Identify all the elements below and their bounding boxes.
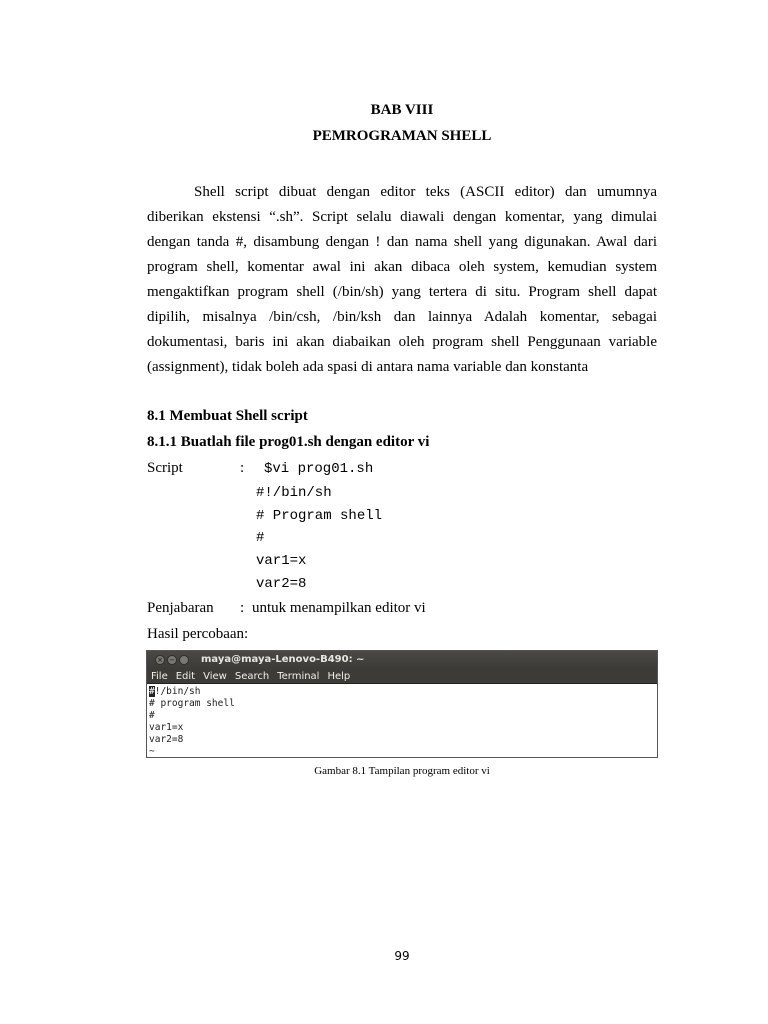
page-number: 99	[394, 949, 410, 963]
terminal-line: ~	[149, 746, 155, 757]
chapter-number: BAB VIII	[370, 102, 434, 118]
code-line: #	[256, 530, 265, 546]
explanation-text: untuk menampilkan editor vi	[252, 600, 426, 616]
terminal-title: maya@maya-Lenovo-B490: ~	[201, 654, 365, 665]
script-label: Script	[147, 460, 183, 476]
code-line: #!/bin/sh	[256, 485, 332, 501]
explanation-colon: :	[240, 600, 245, 616]
terminal-menubar	[147, 669, 657, 684]
terminal-line-text: !/bin/sh	[154, 686, 201, 697]
terminal-line: var2=8	[149, 734, 184, 745]
terminal-line: var1=x	[149, 722, 184, 733]
chapter-title: PEMROGRAMAN SHELL	[312, 128, 492, 144]
terminal-titlebar	[147, 651, 657, 669]
paragraph-line: dengan tanda #, disambung dengan ! dan nama shell yang digunakan. Awal dari	[147, 234, 657, 250]
terminal-cursor: #	[149, 686, 155, 697]
terminal-line: #	[149, 710, 155, 721]
menu-help: Help	[327, 670, 351, 682]
paragraph-line: mengaktifkan program shell (/bin/sh) yang tertera di situ. Program shell dapat	[147, 284, 657, 300]
code-line: var2=8	[256, 576, 307, 592]
code-line: var1=x	[256, 553, 307, 569]
menu-file: File	[151, 670, 168, 682]
code-line: # Program shell	[256, 508, 383, 524]
terminal-screenshot	[146, 650, 658, 758]
menu-view: View	[203, 670, 227, 682]
paragraph-line: diberikan ekstensi “.sh”. Script selalu diawali dengan komentar, yang dimulai	[147, 209, 657, 225]
subsection-heading: 8.1.1 Buatlah file prog01.sh dengan editor vi	[147, 434, 430, 450]
paragraph-line: dipilih, misalnya /bin/csh, /bin/ksh dan lainnya Adalah komentar, sebagai	[147, 309, 657, 325]
script-colon: :	[240, 460, 245, 476]
menu-edit: Edit	[175, 670, 196, 682]
figure-caption: Gambar 8.1 Tampilan program editor vi	[314, 765, 490, 777]
result-label: Hasil percobaan:	[147, 626, 249, 642]
terminal-body	[147, 684, 657, 758]
paragraph-line: dokumentasi, baris ini akan diabaikan oleh program shell Penggunaan variable	[147, 334, 657, 350]
code-command: $vi prog01.sh	[264, 461, 374, 477]
paragraph-line: (assignment), tidak boleh ada spasi di antara nama variable dan konstanta	[147, 359, 589, 375]
intro-paragraph	[147, 180, 657, 380]
section-heading: 8.1 Membuat Shell script	[147, 408, 308, 424]
close-icon: ×	[155, 655, 165, 665]
menu-terminal: Terminal	[277, 670, 320, 682]
paragraph-line: program shell, komentar awal ini akan dibaca oleh system, kemudian system	[147, 259, 657, 275]
menu-search: Search	[234, 670, 270, 682]
paragraph-line: Shell script dibuat dengan editor teks (ASCII editor) dan umumnya	[194, 184, 657, 200]
minimize-icon: −	[167, 655, 177, 665]
explanation-label: Penjabaran	[147, 600, 214, 616]
terminal-line	[149, 686, 655, 698]
maximize-icon	[179, 655, 189, 665]
terminal-line: # program shell	[149, 698, 235, 709]
